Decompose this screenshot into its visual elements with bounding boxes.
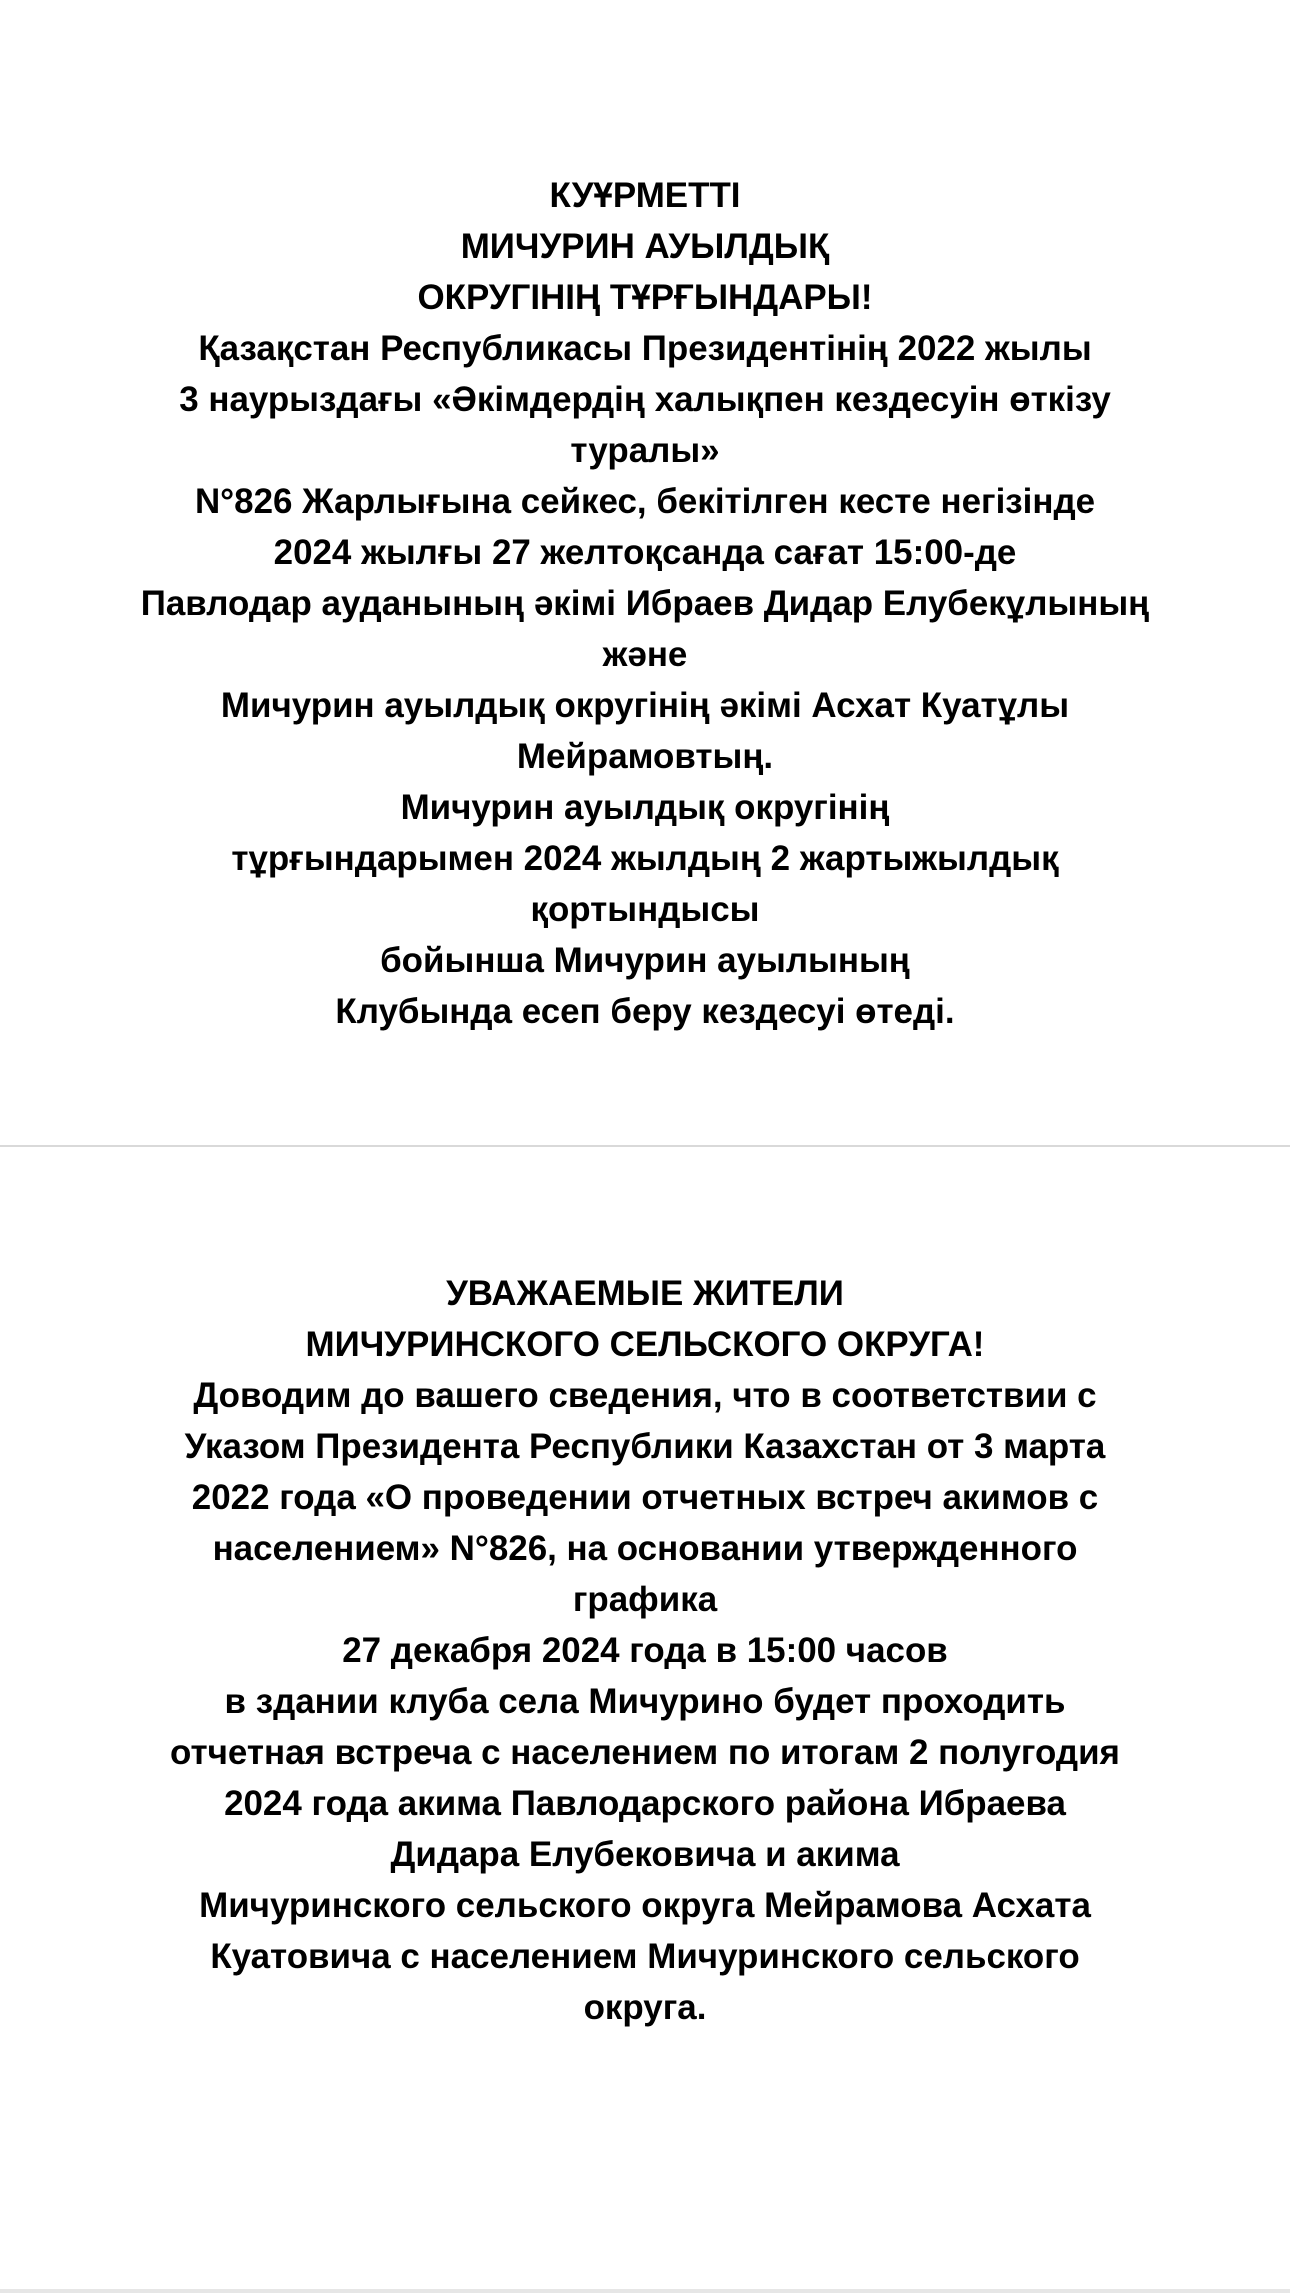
ru-heading-line-1: УВАЖАЕМЫЕ ЖИТЕЛИ: [446, 1274, 844, 1313]
kz-body-line: Мичурин ауылдық округінің: [400, 788, 890, 827]
ru-body-line: в здании клуба села Мичурино будет проходить: [224, 1682, 1066, 1721]
ru-heading-line-2: МИЧУРИНСКОГО СЕЛЬСКОГО ОКРУГА!: [305, 1325, 985, 1364]
kz-body-line: Мичурин ауылдық округінің әкімі Асхат Куатұлы: [220, 686, 1070, 725]
ru-body-line: отчетная встреча с населением по итогам 2 полугодия: [170, 1733, 1120, 1772]
ru-body-line: Указом Президента Республики Казахстан от 3 марта: [184, 1427, 1106, 1466]
kz-body-line: және: [602, 635, 688, 674]
ru-body-line: Мичуринского сельского округа Мейрамова Асхата: [199, 1886, 1091, 1925]
kz-body-line: 3 наурыздағы «Әкімдердің халықпен кездесуін өткізу: [179, 380, 1111, 419]
kz-body-line: Қазақстан Республикасы Президентінің 2022 жылы: [198, 329, 1092, 368]
russian-notice: [0, 1268, 1290, 2033]
kz-body-line: қортындысы: [530, 890, 760, 929]
kz-body-line: бойынша Мичурин ауылының: [380, 941, 910, 980]
kz-body-line: тұрғындарымен 2024 жылдың 2 жартыжылдық: [231, 839, 1059, 878]
kz-body-line: Мейрамовтың.: [516, 737, 774, 776]
kz-body-line: туралы»: [570, 431, 720, 470]
kz-body-line: 2024 жылғы 27 желтоқсанда сағат 15:00-де: [273, 533, 1017, 572]
bottom-edge: [0, 2289, 1290, 2293]
section-divider: [0, 1145, 1290, 1147]
kazakh-notice: [0, 170, 1290, 1037]
ru-body-line: графика: [572, 1580, 718, 1619]
kz-heading-line-3: ОКРУГІНІҢ ТҰРҒЫНДАРЫ!: [417, 278, 873, 317]
ru-body-line: 27 декабря 2024 года в 15:00 часов: [342, 1631, 948, 1670]
ru-body-line: населением» N°826, на основании утвержденного: [212, 1529, 1078, 1568]
kz-body-line: Клубында есеп беру кездесуі өтеді.: [335, 992, 955, 1031]
kz-body-line: Павлодар ауданының әкімі Ибраев Дидар Елубекұлының: [140, 584, 1150, 623]
ru-body-line: округа.: [583, 1988, 707, 2027]
ru-body-line: Доводим до вашего сведения, что в соответствии с: [193, 1376, 1097, 1415]
ru-body-line: 2022 года «О проведении отчетных встреч акимов с: [191, 1478, 1099, 1517]
kz-heading-line-2: МИЧУРИН АУЫЛДЫҚ: [460, 227, 830, 266]
ru-body-line: Куатовича с населением Мичуринского сельского: [210, 1937, 1080, 1976]
kz-body-line: N°826 Жарлығына сейкес, бекітілген кесте негізінде: [194, 482, 1096, 521]
ru-body-line: Дидара Елубековича и акима: [390, 1835, 900, 1874]
ru-body-line: 2024 года акима Павлодарского района Ибраева: [224, 1784, 1066, 1823]
kz-heading-line-1: КУҰРМЕТТІ: [549, 176, 741, 215]
